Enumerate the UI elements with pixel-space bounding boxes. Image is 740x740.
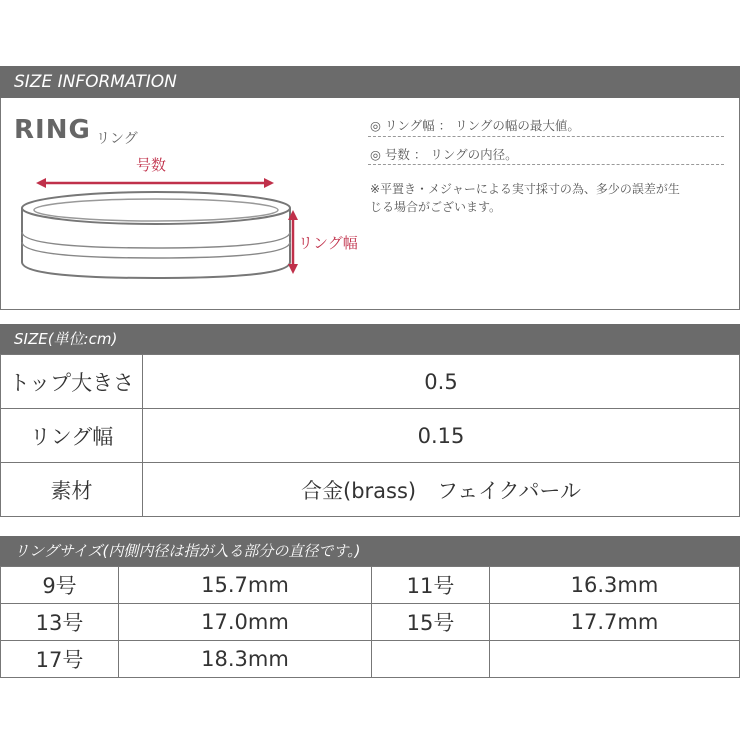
spec-label: 素材 <box>1 463 143 517</box>
size-arrow-right-head <box>264 178 274 188</box>
size-number: 11号 <box>372 567 490 604</box>
note-measurement-1: ※平置き・メジャーによる実寸採寸の為、多少の誤差が生 <box>370 182 680 196</box>
ring-diagram <box>0 150 370 300</box>
spec-label: トップ大きさ <box>1 355 143 409</box>
table-row <box>1 604 740 641</box>
dashed-divider <box>368 136 724 137</box>
note-measurement-2: じる場合がございます。 <box>370 200 502 214</box>
size-diameter: 16.3mm <box>490 567 740 604</box>
width-label: リング幅 <box>298 234 358 252</box>
ring-size-table <box>0 566 740 678</box>
size-label: 号数 <box>136 156 167 174</box>
table-row <box>1 641 740 678</box>
width-arrow-bottom-head <box>288 264 298 274</box>
ring-size-header: リングサイズ(内側内径は指が入る部分の直径です。) <box>0 536 740 566</box>
size-diameter: 15.7mm <box>119 567 372 604</box>
size-number <box>372 641 490 678</box>
spec-label: リング幅 <box>1 409 143 463</box>
spec-table <box>0 354 740 517</box>
table-row <box>1 355 740 409</box>
spec-value: 0.5 <box>143 355 740 409</box>
spec-value: 0.15 <box>143 409 740 463</box>
size-number: 15号 <box>372 604 490 641</box>
size-number: 13号 <box>1 604 119 641</box>
table-row <box>1 567 740 604</box>
size-diameter: 17.7mm <box>490 604 740 641</box>
size-arrow-left-head <box>36 178 46 188</box>
note-ring-width: ◎ リング幅 ： リングの幅の最大値。 <box>370 118 580 133</box>
ring-subtitle: リング <box>96 131 138 147</box>
table-row <box>1 409 740 463</box>
ring-title: RING <box>14 115 91 145</box>
size-diameter <box>490 641 740 678</box>
spec-value: 合金(brass) フェイクパール <box>143 463 740 517</box>
ring-band-line-1 <box>22 232 290 248</box>
size-diameter: 17.0mm <box>119 604 372 641</box>
size-number: 17号 <box>1 641 119 678</box>
size-number: 9号 <box>1 567 119 604</box>
size-unit-header: SIZE(単位:cm) <box>0 324 740 354</box>
size-information-header: SIZE INFORMATION <box>0 66 740 98</box>
table-row <box>1 463 740 517</box>
dashed-divider <box>368 164 724 165</box>
size-diameter: 18.3mm <box>119 641 372 678</box>
ring-top-inner <box>34 199 278 221</box>
note-ring-size: ◎ 号数 ： リングの内径。 <box>370 147 518 162</box>
